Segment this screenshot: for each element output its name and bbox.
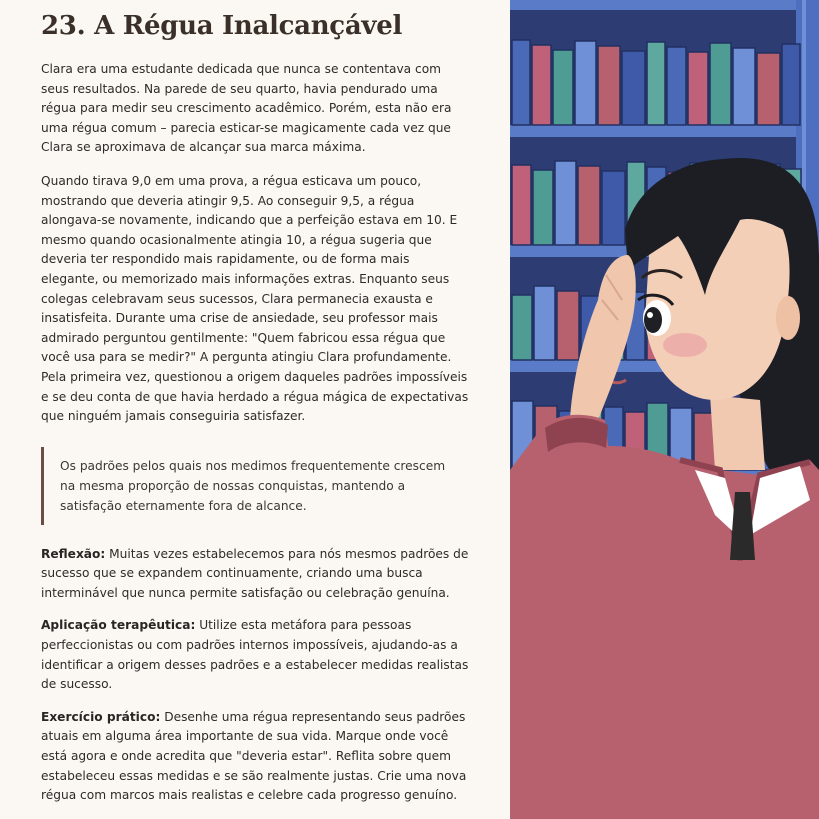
- therapeutic-application-label: Aplicação terapêutica:: [41, 618, 196, 633]
- quote-block: Os padrões pelos quais nos medimos frequentemente crescem na mesma proporção de nossas conquistas, mantendo a satisfação eternamente fora de alcance.: [41, 447, 460, 525]
- page-title: 23. A Régua Inalcançável: [41, 11, 403, 41]
- story-paragraph-1: Clara era uma estudante dedicada que nunca se contentava com seus resultados. Na parede de seu quarto, havia pendurado uma régua para medir seu crescimento acadêmico. Porém, esta não era uma régua comum – parecia esticar-se magicamente cada vez que Clara se aproximava de alcançar sua marca máxima.: [41, 62, 452, 155]
- illustration: [510, 0, 819, 819]
- student-bookshelf-illustration: [510, 0, 819, 819]
- practical-exercise-text: Desenhe uma régua representando seus padrões atuais em alguma área importante de sua vida. Marque onde você está agora e onde acredita que "deveria estar". Reflita sobre quem estabeleceu essas medidas e se são realmente justas. Crie uma nova régua com marcos mais realistas e celebre cada progresso genuíno.: [41, 709, 467, 803]
- practical-exercise-label: Exercício prático:: [41, 709, 161, 724]
- story-paragraph-2: Quando tirava 9,0 em uma prova, a régua esticava um pouco, mostrando que deveria atingir 9,5. Ao conseguir 9,5, a régua alongava-se novamente, indicando que a perfeição estava em 10. E mesmo quando ocasionalmente atingia 10, a régua sugeria que deveria ter respondido mais rapidamente, ou de forma mais elegante, ou memorizado mais informações extras. Enquanto seus colegas celebravam seus sucessos, Clara permanecia exausta e insatisfeita. Durante uma crise de ansiedade, seu professor mais admirado perguntou gentilmente: "Quem fabricou essa régua que você usa para se medir?" A pergunta atingiu Clara profundamente. Pela primeira vez, questionou a origem daqueles padrões impossíveis e se deu conta de que havia herdado a régua mágica de expectativas que ninguém jamais conseguiria satisfazer.: [41, 173, 469, 424]
- practical-exercise-section: [41, 708, 469, 806]
- reflection-section: [41, 545, 469, 604]
- reflection-label: Reflexão:: [41, 546, 106, 561]
- reflection-text: Muitas vezes estabelecemos para nós mesmos padrões de sucesso que se expandem continuamente, criando uma busca interminável que nunca permite satisfação ou celebração genuína.: [41, 546, 469, 600]
- therapeutic-application-section: [41, 616, 469, 694]
- therapeutic-application-text: Utilize esta metáfora para pessoas perfeccionistas ou com padrões internos impossíveis, ajudando-as a identificar a origem desses padrões e a estabelecer medidas realistas de sucesso.: [41, 618, 469, 692]
